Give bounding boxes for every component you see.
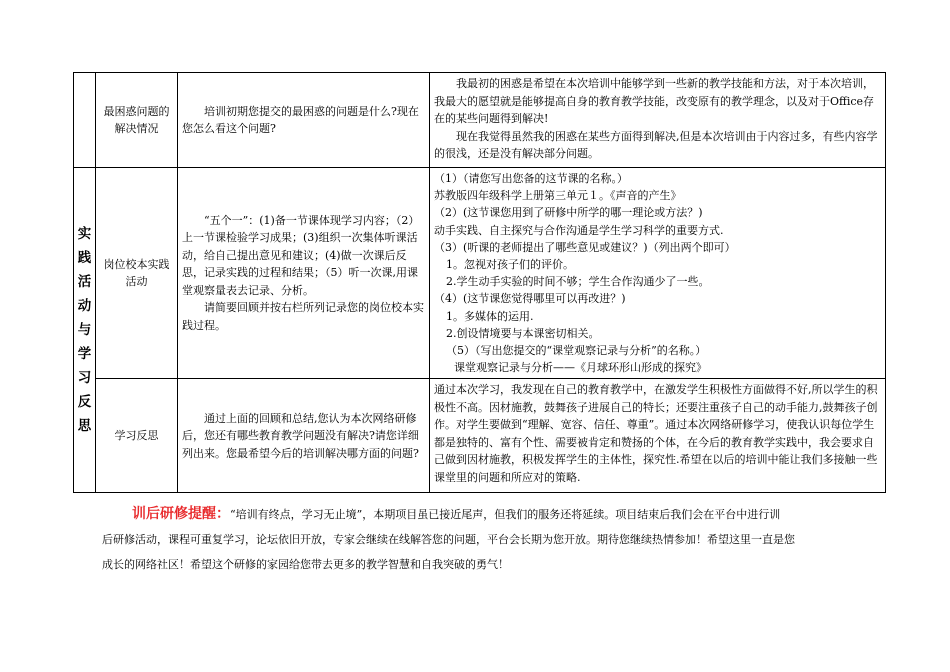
row-label-confusion — [96, 73, 178, 168]
reminder-text: “培训有终点，学习无止境”，本期项目虽已接近尾声，但我们的服务还将延续。项目结束后我们会在平台中进行训 — [230, 508, 781, 521]
prompt-text: 培训初期您提交的最困惑的问题是什么?现在您怎么看这个问题? — [182, 104, 419, 135]
row-prompt-confusion — [178, 73, 430, 168]
answer-line: （4）(这节课您觉得哪里可以再改进？) — [434, 292, 626, 306]
label-text: 最困惑问题的解决情况 — [103, 104, 170, 135]
row-prompt-reflection — [178, 379, 430, 493]
section-title-char: 思 — [77, 418, 92, 435]
footer-line — [102, 502, 862, 527]
section-title — [74, 222, 95, 438]
answer-paragraph: 我最初的困惑是希望在本次培训中能够学到一些新的教学技能和方法，对于本次培训，我最大的愿望就是能够提高自身的教育教学技能，改变原有的教学理念，以及对于Office存在的某些问题得到解决! — [434, 77, 875, 125]
reminder-heading: 训后研修提醒： — [132, 506, 230, 522]
training-summary-table — [73, 72, 886, 493]
answer-line: 课堂观察记录与分析——《月球环形山形成的探究》 — [454, 361, 707, 375]
row-answer-school-practice — [430, 168, 886, 379]
empty-section-cell — [74, 73, 96, 168]
label-text: 岗位校本实践活动 — [103, 257, 170, 289]
reminder-text: 成长的网络社区！希望这个研修的家园给您带去更多的教学智慧和自我突破的勇气！ — [102, 558, 509, 571]
reminder-text: 后研修活动，课程可重复学习，论坛依旧开放，专家会继续在线解答您的问题，平台会长期为您开放。期待您继续热情参加！希望这里一直是您 — [102, 533, 795, 546]
row-label-school-practice — [96, 168, 178, 379]
prompt-text: “五个一”：(1)备一节课体现学习内容；（2）上一节课检验学习成果；(3)组织一次集体听课活动，给自己提出意见和建议；(4)做一次课后反思，记录实践的过程和结果；（5）听一次课,用课堂观察量表去记录、分析。 — [182, 213, 420, 297]
answer-line: 2.创设情境要与本课密切相关。 — [446, 326, 600, 340]
answer-line: 苏教版四年级科学上册第三单元１。《声音的产生》 — [434, 189, 682, 203]
answer-line: （3）(听课的老师提出了哪些意见或建议？)（列出两个即可） — [434, 240, 736, 254]
section-title-char: 活 — [77, 274, 92, 291]
label-text: 学习反思 — [114, 429, 159, 443]
answer-line: 1。忽视对孩子们的评价。 — [446, 258, 574, 272]
row-label-reflection — [96, 379, 178, 493]
row-answer-confusion — [430, 73, 886, 168]
table-row-confusion — [74, 73, 886, 168]
answer-line: （1）（请您写出您备的这节课的名称。） — [434, 172, 628, 185]
section-title-char: 反 — [77, 394, 92, 411]
answer-paragraph: 现在我觉得虽然我的困惑在某些方面得到解决,但是本次培训由于内容过多，有些内容学的很浅，还是没有解决部分问题。 — [434, 129, 878, 160]
section-title-char: 与 — [77, 322, 92, 339]
prompt-text: 请简要回顾并按右栏所列记录您的岗位校本实践过程。 — [182, 301, 424, 332]
section-title-char: 践 — [77, 250, 92, 267]
answer-line: （2）(这节课您用到了研修中所学的哪一理论或方法？) — [434, 206, 703, 220]
row-answer-reflection — [430, 379, 886, 493]
answer-line: 动手实践、自主探究与合作沟通是学生学习科学的重要方式. — [434, 223, 724, 237]
answer-line: （5）（写出您提交的“课堂观察记录与分析”的名称。） — [446, 344, 707, 358]
section-title-char: 习 — [77, 370, 92, 387]
answer-paragraph: 通过本次学习，我发现在自己的教育教学中，在激发学生积极性方面做得不好,所以学生的积极性不高。因材施教，鼓舞孩子进展自己的特长；还要注重孩子自己的动手能力,鼓舞孩子创作。对学生要做到“理解、宽容、信任、尊重”。通过本次网络研修学习，使我认识每位学生都是独特的、富有个性、需要被肯定和赞扬的个体，在今后的教育教学实践中，我会要求自己做到因材施教，积极发挥学生的主体性，探究性.希望在以后的培训中能让我们多接触一些课堂里的问题和所应对的策略. — [434, 383, 878, 484]
table-row-reflection — [74, 379, 886, 493]
post-training-reminder — [102, 502, 862, 577]
answer-line: 1。多媒体的运用. — [446, 309, 534, 323]
row-prompt-school-practice — [178, 168, 430, 379]
section-title-char: 学 — [77, 346, 92, 363]
table-row-school-practice — [74, 168, 886, 379]
section-title-char: 动 — [77, 298, 92, 315]
section-practice-reflection — [74, 168, 96, 493]
prompt-text: 通过上面的回顾和总结,您认为本次网络研修后，您还有哪些教育教学问题没有解决?请您详细列出来。您最希望今后的培训解决哪方面的问题? — [182, 411, 419, 460]
answer-line: 2.学生动手实验的时间不够；学生合作沟通少了一些。 — [446, 275, 710, 289]
section-title-char: 实 — [77, 226, 92, 243]
